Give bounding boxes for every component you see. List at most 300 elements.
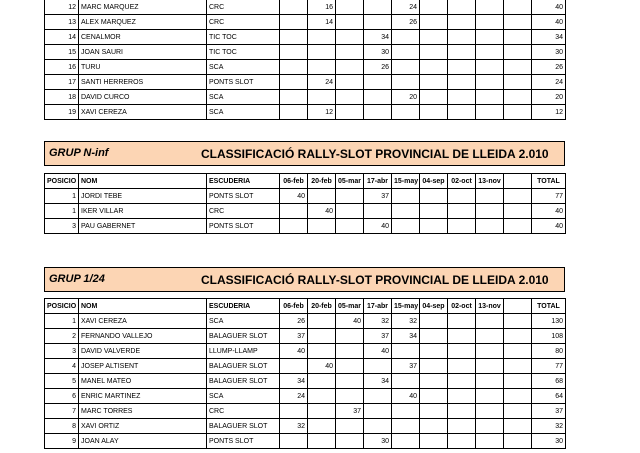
total-cell: 40 bbox=[532, 204, 566, 219]
score-cell bbox=[392, 204, 420, 219]
score-cell bbox=[308, 389, 336, 404]
score-cell bbox=[336, 359, 364, 374]
total-cell: 20 bbox=[532, 90, 566, 105]
score-cell bbox=[448, 90, 476, 105]
total-cell: 40 bbox=[532, 0, 566, 15]
position-cell: 3 bbox=[45, 219, 79, 234]
score-cell bbox=[504, 434, 532, 449]
team-cell: CRC bbox=[207, 204, 280, 219]
score-cell: 20 bbox=[392, 90, 420, 105]
score-cell bbox=[448, 60, 476, 75]
score-cell: 37 bbox=[392, 359, 420, 374]
score-cell: 24 bbox=[308, 75, 336, 90]
header-row bbox=[45, 174, 566, 189]
score-cell bbox=[504, 15, 532, 30]
col-header-date: 06-feb bbox=[280, 174, 308, 189]
position-cell: 13 bbox=[45, 15, 79, 30]
score-cell bbox=[364, 0, 392, 15]
score-cell bbox=[420, 204, 448, 219]
position-cell: 6 bbox=[45, 389, 79, 404]
group-name: GRUP 1/24 bbox=[49, 273, 105, 285]
score-cell: 30 bbox=[364, 434, 392, 449]
position-cell: 19 bbox=[45, 105, 79, 120]
score-cell bbox=[336, 105, 364, 120]
score-cell bbox=[280, 204, 308, 219]
team-cell: BALAGUER SLOT bbox=[207, 329, 280, 344]
team-cell: SCA bbox=[207, 314, 280, 329]
score-cell: 24 bbox=[280, 389, 308, 404]
col-header-escuderia: ESCUDERIA bbox=[207, 299, 280, 314]
score-cell bbox=[476, 419, 504, 434]
score-cell bbox=[336, 204, 364, 219]
driver-name-cell: CENALMOR bbox=[79, 30, 207, 45]
score-cell bbox=[420, 105, 448, 120]
position-cell: 17 bbox=[45, 75, 79, 90]
driver-name-cell: XAVI ORTIZ bbox=[79, 419, 207, 434]
score-cell bbox=[504, 329, 532, 344]
driver-name-cell: MARC MARQUEZ bbox=[79, 0, 207, 15]
col-header-date: 04-sep bbox=[420, 299, 448, 314]
score-cell bbox=[308, 219, 336, 234]
score-cell bbox=[448, 204, 476, 219]
score-cell bbox=[476, 189, 504, 204]
position-cell: 15 bbox=[45, 45, 79, 60]
score-cell: 26 bbox=[280, 314, 308, 329]
score-cell: 30 bbox=[364, 45, 392, 60]
team-cell: CRC bbox=[207, 15, 280, 30]
table-body bbox=[45, 314, 566, 449]
total-cell: 80 bbox=[532, 344, 566, 359]
score-cell bbox=[448, 15, 476, 30]
total-cell: 77 bbox=[532, 359, 566, 374]
score-cell bbox=[420, 15, 448, 30]
total-cell: 77 bbox=[532, 189, 566, 204]
table-row bbox=[45, 219, 566, 234]
team-cell: PONTS SLOT bbox=[207, 219, 280, 234]
score-cell bbox=[308, 189, 336, 204]
table-row bbox=[45, 75, 566, 90]
position-cell: 5 bbox=[45, 374, 79, 389]
score-cell bbox=[504, 419, 532, 434]
score-cell bbox=[504, 359, 532, 374]
total-cell: 32 bbox=[532, 419, 566, 434]
score-cell bbox=[476, 90, 504, 105]
score-cell bbox=[364, 404, 392, 419]
col-header-date: 17-abr bbox=[364, 299, 392, 314]
score-cell: 32 bbox=[392, 314, 420, 329]
team-cell: SCA bbox=[207, 389, 280, 404]
driver-name-cell: JOAN ALAY bbox=[79, 434, 207, 449]
score-cell bbox=[336, 329, 364, 344]
driver-name-cell: JOAN SAURI bbox=[79, 45, 207, 60]
driver-name-cell: MANEL MATEO bbox=[79, 374, 207, 389]
score-cell: 37 bbox=[364, 329, 392, 344]
score-cell bbox=[476, 344, 504, 359]
position-cell: 16 bbox=[45, 60, 79, 75]
score-cell bbox=[336, 30, 364, 45]
score-cell bbox=[504, 314, 532, 329]
score-cell bbox=[420, 45, 448, 60]
score-cell bbox=[420, 60, 448, 75]
score-cell: 37 bbox=[364, 189, 392, 204]
position-cell: 18 bbox=[45, 90, 79, 105]
score-cell bbox=[476, 204, 504, 219]
table-row bbox=[45, 404, 566, 419]
team-cell: LLUMP-LLAMP bbox=[207, 344, 280, 359]
score-cell bbox=[448, 419, 476, 434]
score-cell bbox=[504, 219, 532, 234]
score-cell bbox=[420, 389, 448, 404]
score-cell: 40 bbox=[308, 204, 336, 219]
score-cell bbox=[392, 189, 420, 204]
col-header-date: 20-feb bbox=[308, 174, 336, 189]
score-cell bbox=[364, 419, 392, 434]
score-cell bbox=[336, 189, 364, 204]
score-cell bbox=[280, 90, 308, 105]
score-cell bbox=[420, 434, 448, 449]
score-cell bbox=[336, 15, 364, 30]
group-title: CLASSIFICACIÓ RALLY-SLOT PROVINCIAL DE LLEIDA 2.010 bbox=[201, 147, 549, 161]
header-row bbox=[45, 299, 566, 314]
col-header-blank bbox=[504, 174, 532, 189]
col-header-total: TOTAL bbox=[532, 174, 566, 189]
col-header-date: 04-sep bbox=[420, 174, 448, 189]
score-cell bbox=[420, 219, 448, 234]
driver-name-cell: XAVI CEREZA bbox=[79, 105, 207, 120]
team-cell: BALAGUER SLOT bbox=[207, 374, 280, 389]
table-row bbox=[45, 60, 566, 75]
total-cell: 130 bbox=[532, 314, 566, 329]
score-cell: 40 bbox=[392, 389, 420, 404]
position-cell: 2 bbox=[45, 329, 79, 344]
driver-name-cell: ENRIC MARTINEZ bbox=[79, 389, 207, 404]
score-cell bbox=[504, 404, 532, 419]
score-cell bbox=[476, 15, 504, 30]
position-cell: 1 bbox=[45, 314, 79, 329]
score-cell bbox=[476, 219, 504, 234]
score-cell bbox=[308, 60, 336, 75]
col-header-nom: NOM bbox=[79, 299, 207, 314]
total-cell: 37 bbox=[532, 404, 566, 419]
table-row bbox=[45, 204, 566, 219]
table-row bbox=[45, 30, 566, 45]
team-cell: BALAGUER SLOT bbox=[207, 419, 280, 434]
driver-name-cell: XAVI CEREZA bbox=[79, 314, 207, 329]
standings-table-1-24 bbox=[44, 298, 566, 449]
score-cell bbox=[364, 75, 392, 90]
score-cell: 34 bbox=[364, 30, 392, 45]
score-cell bbox=[308, 329, 336, 344]
driver-name-cell: JOSEP ALTISENT bbox=[79, 359, 207, 374]
score-cell: 34 bbox=[392, 329, 420, 344]
score-cell bbox=[504, 75, 532, 90]
position-cell: 14 bbox=[45, 30, 79, 45]
score-cell bbox=[504, 45, 532, 60]
score-cell bbox=[336, 60, 364, 75]
total-cell: 40 bbox=[532, 219, 566, 234]
score-cell bbox=[308, 404, 336, 419]
score-cell bbox=[392, 419, 420, 434]
col-header-date: 15-may bbox=[392, 299, 420, 314]
score-cell: 34 bbox=[364, 374, 392, 389]
score-cell bbox=[448, 75, 476, 90]
score-cell bbox=[448, 434, 476, 449]
position-cell: 8 bbox=[45, 419, 79, 434]
score-cell bbox=[336, 374, 364, 389]
table-body bbox=[45, 189, 566, 234]
score-cell bbox=[336, 389, 364, 404]
score-cell bbox=[392, 404, 420, 419]
team-cell: CRC bbox=[207, 404, 280, 419]
total-cell: 30 bbox=[532, 434, 566, 449]
group-name: GRUP N-inf bbox=[49, 147, 109, 159]
score-cell bbox=[504, 204, 532, 219]
score-cell bbox=[504, 0, 532, 15]
score-cell bbox=[448, 189, 476, 204]
score-cell: 40 bbox=[280, 189, 308, 204]
score-cell: 37 bbox=[336, 404, 364, 419]
score-cell bbox=[364, 204, 392, 219]
score-cell: 40 bbox=[336, 314, 364, 329]
score-cell bbox=[476, 329, 504, 344]
score-cell bbox=[476, 389, 504, 404]
group-title: CLASSIFICACIÓ RALLY-SLOT PROVINCIAL DE LLEIDA 2.010 bbox=[201, 273, 549, 287]
score-cell bbox=[336, 90, 364, 105]
position-cell: 12 bbox=[45, 0, 79, 15]
score-cell bbox=[364, 389, 392, 404]
score-cell bbox=[448, 314, 476, 329]
score-cell bbox=[280, 404, 308, 419]
col-header-date: 20-feb bbox=[308, 299, 336, 314]
total-cell: 34 bbox=[532, 30, 566, 45]
score-cell bbox=[504, 30, 532, 45]
score-cell bbox=[504, 90, 532, 105]
team-cell: SCA bbox=[207, 105, 280, 120]
table-body bbox=[45, 0, 566, 120]
col-header-date: 02-oct bbox=[448, 174, 476, 189]
col-header-date: 05-mar bbox=[336, 174, 364, 189]
score-cell bbox=[308, 374, 336, 389]
position-cell: 1 bbox=[45, 189, 79, 204]
total-cell: 12 bbox=[532, 105, 566, 120]
score-cell bbox=[308, 45, 336, 60]
driver-name-cell: DAVID CURCO bbox=[79, 90, 207, 105]
table-row bbox=[45, 344, 566, 359]
score-cell bbox=[448, 389, 476, 404]
col-header-nom: NOM bbox=[79, 174, 207, 189]
score-cell bbox=[420, 90, 448, 105]
table-row bbox=[45, 389, 566, 404]
score-cell bbox=[448, 105, 476, 120]
driver-name-cell: MARC TORRES bbox=[79, 404, 207, 419]
score-cell: 40 bbox=[364, 219, 392, 234]
score-cell bbox=[308, 30, 336, 45]
col-header-date: 13-nov bbox=[476, 299, 504, 314]
score-cell bbox=[392, 434, 420, 449]
score-cell bbox=[476, 105, 504, 120]
col-header-date: 17-abr bbox=[364, 174, 392, 189]
team-cell: BALAGUER SLOT bbox=[207, 359, 280, 374]
table-row bbox=[45, 90, 566, 105]
score-cell bbox=[364, 90, 392, 105]
score-cell bbox=[448, 374, 476, 389]
table-row bbox=[45, 329, 566, 344]
col-header-total: TOTAL bbox=[532, 299, 566, 314]
score-cell bbox=[504, 374, 532, 389]
team-cell: SCA bbox=[207, 60, 280, 75]
score-cell bbox=[504, 389, 532, 404]
score-cell: 26 bbox=[392, 15, 420, 30]
score-cell bbox=[280, 0, 308, 15]
score-cell bbox=[420, 359, 448, 374]
table-row bbox=[45, 419, 566, 434]
score-cell bbox=[476, 434, 504, 449]
team-cell: PONTS SLOT bbox=[207, 434, 280, 449]
table-row bbox=[45, 374, 566, 389]
score-cell bbox=[336, 75, 364, 90]
position-cell: 3 bbox=[45, 344, 79, 359]
score-cell bbox=[476, 30, 504, 45]
total-cell: 26 bbox=[532, 60, 566, 75]
col-header-date: 05-mar bbox=[336, 299, 364, 314]
score-cell bbox=[476, 359, 504, 374]
score-cell bbox=[448, 359, 476, 374]
score-cell bbox=[420, 0, 448, 15]
score-cell bbox=[448, 45, 476, 60]
score-cell: 37 bbox=[280, 329, 308, 344]
score-cell bbox=[392, 60, 420, 75]
score-cell bbox=[392, 344, 420, 359]
total-cell: 68 bbox=[532, 374, 566, 389]
score-cell bbox=[476, 60, 504, 75]
team-cell: CRC bbox=[207, 0, 280, 15]
score-cell bbox=[476, 75, 504, 90]
team-cell: TIC TOC bbox=[207, 45, 280, 60]
score-cell bbox=[420, 30, 448, 45]
score-cell bbox=[392, 374, 420, 389]
total-cell: 64 bbox=[532, 389, 566, 404]
score-cell bbox=[336, 219, 364, 234]
score-cell bbox=[336, 434, 364, 449]
score-cell bbox=[448, 0, 476, 15]
score-cell bbox=[392, 105, 420, 120]
table-row bbox=[45, 359, 566, 374]
score-cell bbox=[308, 434, 336, 449]
group-header-n-inf bbox=[44, 141, 565, 166]
col-header-blank bbox=[504, 299, 532, 314]
driver-name-cell: TURU bbox=[79, 60, 207, 75]
driver-name-cell: JORDI TEBE bbox=[79, 189, 207, 204]
col-header-posicio: POSICIO bbox=[45, 174, 79, 189]
score-cell bbox=[476, 374, 504, 389]
score-cell bbox=[280, 15, 308, 30]
score-cell bbox=[280, 75, 308, 90]
driver-name-cell: FERNANDO VALLEJO bbox=[79, 329, 207, 344]
score-cell bbox=[392, 219, 420, 234]
score-cell bbox=[448, 219, 476, 234]
score-cell: 40 bbox=[280, 344, 308, 359]
score-cell bbox=[280, 359, 308, 374]
score-cell: 26 bbox=[364, 60, 392, 75]
score-cell bbox=[308, 314, 336, 329]
score-cell bbox=[308, 90, 336, 105]
score-cell bbox=[420, 419, 448, 434]
score-cell bbox=[420, 344, 448, 359]
score-cell: 40 bbox=[364, 344, 392, 359]
score-cell bbox=[420, 404, 448, 419]
driver-name-cell: PAU GABERNET bbox=[79, 219, 207, 234]
score-cell bbox=[280, 219, 308, 234]
score-cell: 12 bbox=[308, 105, 336, 120]
table-row bbox=[45, 0, 566, 15]
score-cell: 32 bbox=[280, 419, 308, 434]
score-cell: 40 bbox=[308, 359, 336, 374]
standings-table-n-inf bbox=[44, 173, 566, 234]
score-cell: 32 bbox=[364, 314, 392, 329]
table-row bbox=[45, 189, 566, 204]
table-row bbox=[45, 105, 566, 120]
driver-name-cell: DAVID VALVERDE bbox=[79, 344, 207, 359]
score-cell bbox=[504, 189, 532, 204]
score-cell bbox=[420, 75, 448, 90]
score-cell bbox=[364, 359, 392, 374]
score-cell: 34 bbox=[280, 374, 308, 389]
score-cell bbox=[504, 344, 532, 359]
position-cell: 4 bbox=[45, 359, 79, 374]
col-header-posicio: POSICIO bbox=[45, 299, 79, 314]
score-cell bbox=[364, 105, 392, 120]
team-cell: PONTS SLOT bbox=[207, 75, 280, 90]
position-cell: 7 bbox=[45, 404, 79, 419]
team-cell: TIC TOC bbox=[207, 30, 280, 45]
group-header-1-24 bbox=[44, 267, 565, 292]
score-cell bbox=[336, 419, 364, 434]
score-cell bbox=[364, 15, 392, 30]
score-cell bbox=[280, 30, 308, 45]
score-cell bbox=[336, 0, 364, 15]
score-cell bbox=[420, 374, 448, 389]
score-cell bbox=[420, 314, 448, 329]
position-cell: 9 bbox=[45, 434, 79, 449]
table-row bbox=[45, 314, 566, 329]
score-cell bbox=[392, 75, 420, 90]
total-cell: 40 bbox=[532, 15, 566, 30]
score-cell bbox=[476, 0, 504, 15]
score-cell bbox=[448, 404, 476, 419]
score-cell bbox=[420, 189, 448, 204]
table-row bbox=[45, 434, 566, 449]
driver-name-cell: ALEX MARQUEZ bbox=[79, 15, 207, 30]
score-cell bbox=[336, 344, 364, 359]
position-cell: 1 bbox=[45, 204, 79, 219]
score-cell bbox=[476, 314, 504, 329]
score-cell bbox=[476, 45, 504, 60]
score-cell bbox=[308, 344, 336, 359]
col-header-date: 13-nov bbox=[476, 174, 504, 189]
driver-name-cell: SANTI HERREROS bbox=[79, 75, 207, 90]
score-cell bbox=[308, 419, 336, 434]
team-cell: SCA bbox=[207, 90, 280, 105]
team-cell: PONTS SLOT bbox=[207, 189, 280, 204]
col-header-date: 06-feb bbox=[280, 299, 308, 314]
score-cell bbox=[504, 60, 532, 75]
score-cell bbox=[448, 344, 476, 359]
score-cell: 24 bbox=[392, 0, 420, 15]
score-cell: 16 bbox=[308, 0, 336, 15]
col-header-date: 15-may bbox=[392, 174, 420, 189]
table-row bbox=[45, 45, 566, 60]
score-cell bbox=[448, 30, 476, 45]
